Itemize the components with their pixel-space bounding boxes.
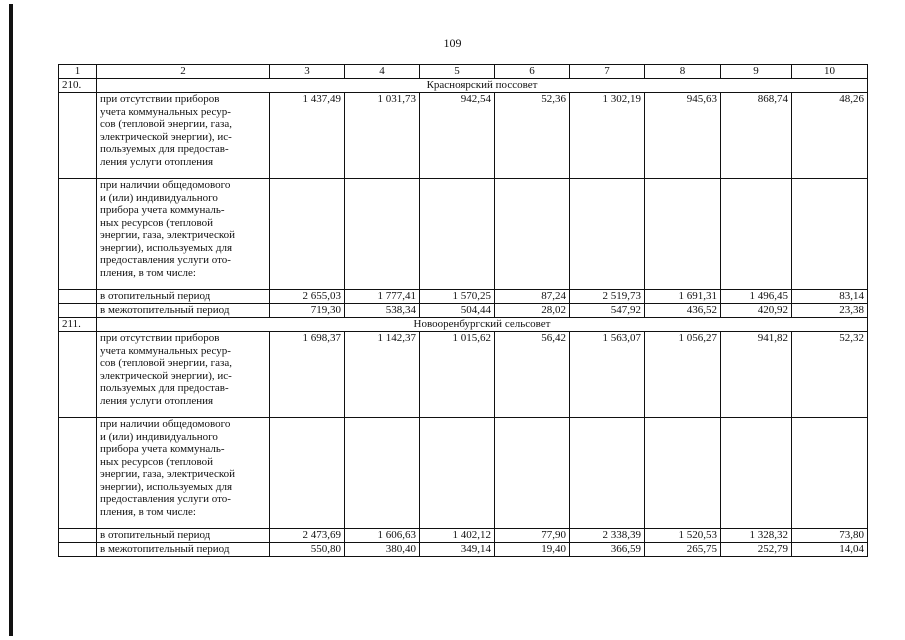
header-cell: 2 xyxy=(97,65,270,79)
table-row xyxy=(59,543,868,557)
empty-cell xyxy=(59,179,97,290)
header-cell: 3 xyxy=(270,65,345,79)
section-code: 211. xyxy=(59,318,97,332)
value-cell xyxy=(345,418,420,529)
value-cell xyxy=(495,179,570,290)
section-title: Новооренбургский сельсовет xyxy=(97,318,868,332)
value-cell: 19,40 xyxy=(495,543,570,557)
value-cell: 1 606,63 xyxy=(345,529,420,543)
value-cell: 945,63 xyxy=(645,93,721,179)
value-cell: 1 015,62 xyxy=(420,332,495,418)
value-cell: 1 520,53 xyxy=(645,529,721,543)
empty-cell xyxy=(59,529,97,543)
value-cell: 719,30 xyxy=(270,304,345,318)
value-cell: 868,74 xyxy=(721,93,792,179)
value-cell: 87,24 xyxy=(495,290,570,304)
value-cell: 83,14 xyxy=(792,290,868,304)
value-cell: 349,14 xyxy=(420,543,495,557)
value-cell: 1 691,31 xyxy=(645,290,721,304)
value-cell: 52,36 xyxy=(495,93,570,179)
value-cell: 56,42 xyxy=(495,332,570,418)
value-cell: 420,92 xyxy=(721,304,792,318)
header-cell: 8 xyxy=(645,65,721,79)
empty-cell xyxy=(59,290,97,304)
row-description: в межотопительный период xyxy=(97,543,270,557)
value-cell: 2 338,39 xyxy=(570,529,645,543)
value-cell: 1 302,19 xyxy=(570,93,645,179)
value-cell xyxy=(345,179,420,290)
row-description: в отопительный период xyxy=(97,290,270,304)
value-cell: 2 519,73 xyxy=(570,290,645,304)
value-cell: 48,26 xyxy=(792,93,868,179)
empty-cell xyxy=(59,304,97,318)
value-cell: 1 031,73 xyxy=(345,93,420,179)
value-cell: 436,52 xyxy=(645,304,721,318)
value-cell: 941,82 xyxy=(721,332,792,418)
row-description: в межотопительный период xyxy=(97,304,270,318)
scan-edge-bar xyxy=(9,4,13,636)
empty-cell xyxy=(59,332,97,418)
table-row xyxy=(59,418,868,529)
value-cell xyxy=(792,179,868,290)
value-cell xyxy=(645,418,721,529)
table-row xyxy=(59,529,868,543)
table-row xyxy=(59,332,868,418)
header-cell: 1 xyxy=(59,65,97,79)
value-cell: 1 777,41 xyxy=(345,290,420,304)
value-cell: 252,79 xyxy=(721,543,792,557)
value-cell: 2 655,03 xyxy=(270,290,345,304)
value-cell: 14,04 xyxy=(792,543,868,557)
header-cell: 6 xyxy=(495,65,570,79)
value-cell: 547,92 xyxy=(570,304,645,318)
value-cell: 23,38 xyxy=(792,304,868,318)
table-row xyxy=(59,179,868,290)
section-title: Красноярский поссовет xyxy=(97,79,868,93)
value-cell: 1 402,12 xyxy=(420,529,495,543)
value-cell: 942,54 xyxy=(420,93,495,179)
value-cell xyxy=(570,179,645,290)
header-cell: 4 xyxy=(345,65,420,79)
table-row xyxy=(59,290,868,304)
row-description: при наличии общедомового и (или) индивидуального прибора учета коммуналь- ных ресурсов (тепловой энергии, газа, электрической энергии), используемых для предоставления услуги ото- пления, в том числе: xyxy=(97,179,270,290)
value-cell: 1 142,37 xyxy=(345,332,420,418)
value-cell xyxy=(721,418,792,529)
value-cell: 2 473,69 xyxy=(270,529,345,543)
header-cell: 9 xyxy=(721,65,792,79)
value-cell: 77,90 xyxy=(495,529,570,543)
value-cell: 1 437,49 xyxy=(270,93,345,179)
value-cell: 1 570,25 xyxy=(420,290,495,304)
value-cell xyxy=(721,179,792,290)
value-cell: 52,32 xyxy=(792,332,868,418)
header-cell: 5 xyxy=(420,65,495,79)
value-cell xyxy=(495,418,570,529)
value-cell xyxy=(270,418,345,529)
value-cell: 1 328,32 xyxy=(721,529,792,543)
value-cell xyxy=(645,179,721,290)
section-row xyxy=(59,318,868,332)
row-description: при отсутствии приборов учета коммунальных ресур- сов (тепловой энергии, газа, электрической энергии), ис- пользуемых для предостав- ления услуги отопления xyxy=(97,93,270,179)
header-cell: 10 xyxy=(792,65,868,79)
value-cell: 538,34 xyxy=(345,304,420,318)
empty-cell xyxy=(59,543,97,557)
value-cell xyxy=(420,418,495,529)
table-row xyxy=(59,93,868,179)
row-description: в отопительный период xyxy=(97,529,270,543)
row-description: при наличии общедомового и (или) индивидуального прибора учета коммуналь- ных ресурсов (тепловой энергии, газа, электрической энергии), используемых для предоставления услуги ото- пления, в том числе: xyxy=(97,418,270,529)
row-description: при отсутствии приборов учета коммунальных ресур- сов (тепловой энергии, газа, электрической энергии), ис- пользуемых для предостав- ления услуги отопления xyxy=(97,332,270,418)
value-cell: 550,80 xyxy=(270,543,345,557)
empty-cell xyxy=(59,93,97,179)
value-cell: 1 563,07 xyxy=(570,332,645,418)
section-code: 210. xyxy=(59,79,97,93)
value-cell: 1 056,27 xyxy=(645,332,721,418)
value-cell xyxy=(570,418,645,529)
table-row xyxy=(59,304,868,318)
value-cell: 1 496,45 xyxy=(721,290,792,304)
value-cell: 504,44 xyxy=(420,304,495,318)
value-cell xyxy=(792,418,868,529)
section-row xyxy=(59,79,868,93)
page-number: 109 xyxy=(443,36,462,50)
tariff-table xyxy=(58,64,868,557)
value-cell: 380,40 xyxy=(345,543,420,557)
header-row xyxy=(59,65,868,79)
value-cell: 1 698,37 xyxy=(270,332,345,418)
header-cell: 7 xyxy=(570,65,645,79)
value-cell xyxy=(270,179,345,290)
empty-cell xyxy=(59,418,97,529)
value-cell xyxy=(420,179,495,290)
value-cell: 28,02 xyxy=(495,304,570,318)
value-cell: 366,59 xyxy=(570,543,645,557)
value-cell: 265,75 xyxy=(645,543,721,557)
value-cell: 73,80 xyxy=(792,529,868,543)
